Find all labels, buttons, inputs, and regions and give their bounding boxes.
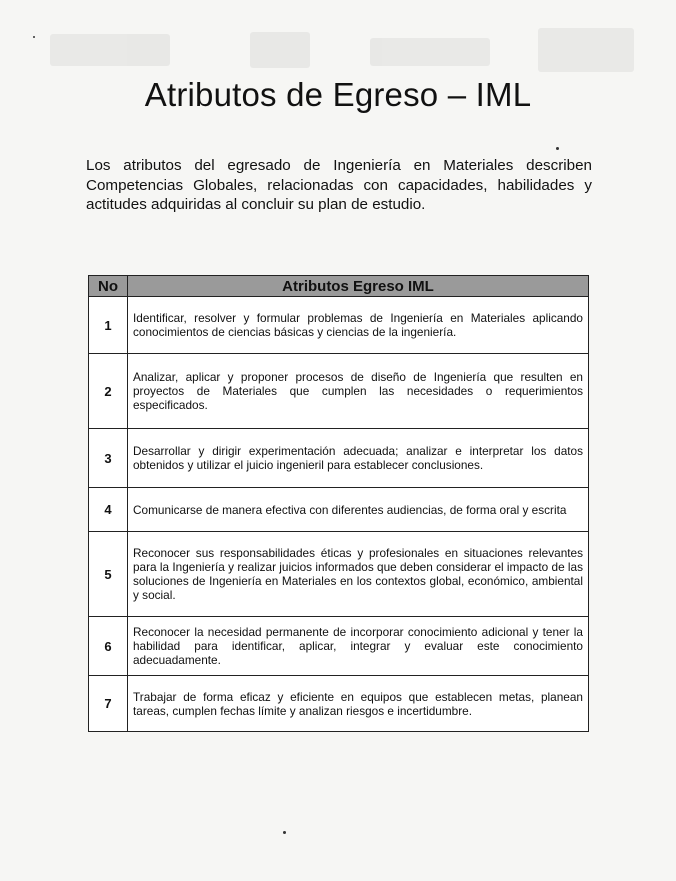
attribute-text: Identificar, resolver y formular problemas de Ingeniería en Materiales aplicando conocimientos de ciencias básicas y ciencias de la ingeniería. (128, 297, 589, 354)
header-attributes: Atributos Egreso IML (128, 276, 589, 297)
speck-mark (33, 36, 35, 38)
attributes-table (88, 275, 589, 732)
table-row (89, 429, 589, 488)
table-row (89, 676, 589, 732)
header-no: No (89, 276, 128, 297)
speck-mark (556, 147, 559, 150)
table-header-row (89, 276, 589, 297)
uach-logo (250, 32, 310, 68)
attribute-text: Comunicarse de manera efectiva con diferentes audiencias, de forma oral y escrita (128, 488, 589, 532)
ebdamex-logo (370, 38, 490, 66)
row-number: 3 (89, 429, 128, 488)
table-row (89, 532, 589, 617)
row-number: 2 (89, 354, 128, 429)
row-number: 7 (89, 676, 128, 732)
row-number: 1 (89, 297, 128, 354)
iml-logo (538, 28, 634, 72)
header-logos (40, 28, 640, 78)
speck-mark (283, 831, 286, 834)
attribute-text: Analizar, aplicar y proponer procesos de diseño de Ingeniería que resulten en proyectos de Materiales que cumplen las necesidades o requerimientos especificados. (128, 354, 589, 429)
page-title: Atributos de Egreso – IML (144, 76, 532, 113)
attribute-text: Reconocer sus responsabilidades éticas y profesionales en situaciones relevantes para la Ingeniería y realizar juicios informados que deben considerar el impacto de las soluciones de Ingeniería en Materiales en los contextos global, económico, ambiental y social. (128, 532, 589, 617)
table-row (89, 488, 589, 532)
table-row (89, 297, 589, 354)
intro-paragraph: Los atributos del egresado de Ingeniería en Materiales describen Competencias Globales, relacionadas con capacidades, habilidades y actitudes adquiridas al concluir su plan de estudio. (86, 157, 592, 213)
row-number: 6 (89, 617, 128, 676)
attribute-text: Reconocer la necesidad permanente de incorporar conocimiento adicional y tener la habilidad para identificar, aplicar, integrar y evaluar este conocimiento adecuadamente. (128, 617, 589, 676)
table-row (89, 617, 589, 676)
attribute-text: Desarrollar y dirigir experimentación adecuada; analizar e interpretar los datos obtenidos y utilizar el juicio ingenieril para establecer conclusiones. (128, 429, 589, 488)
row-number: 5 (89, 532, 128, 617)
table-row (89, 354, 589, 429)
attribute-text: Trabajar de forma eficaz y eficiente en equipos que establecen metas, planean tareas, cumplen fechas límite y analizan riesgos e incertidumbre. (128, 676, 589, 732)
row-number: 4 (89, 488, 128, 532)
sep-logo (50, 34, 170, 66)
bleed-through-heading (70, 120, 76, 140)
